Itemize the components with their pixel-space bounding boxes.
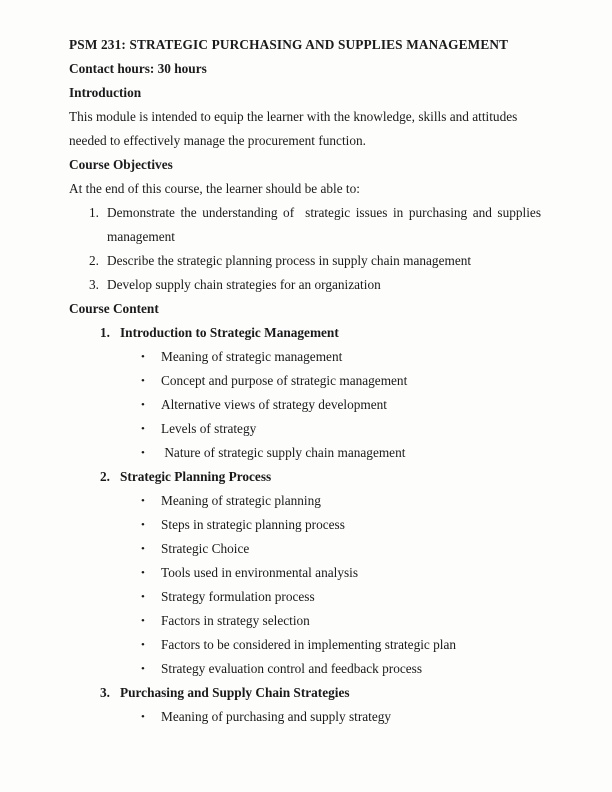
list-item-label: Demonstrate the understanding of strategic issues in purchasing and supplies management (107, 205, 545, 244)
introduction-paragraph-line-2: needed to effectively manage the procurement function. (69, 133, 366, 148)
list-item-label: Factors in strategy selection (161, 613, 310, 628)
bullet-icon: • (141, 543, 145, 555)
course-section-title (100, 321, 541, 345)
bullet-icon: • (141, 591, 145, 603)
list-item (100, 585, 541, 609)
contact-hours-heading: Contact hours: 30 hours (69, 61, 207, 76)
list-item (100, 513, 541, 537)
list-item-label: Meaning of purchasing and supply strategy (161, 709, 392, 724)
list-item (100, 417, 541, 441)
list-item-label: Strategy evaluation control and feedback process (161, 661, 423, 676)
list-item (100, 633, 541, 657)
list-item (100, 345, 541, 369)
list-item-label: Steps in strategic planning process (161, 517, 345, 532)
course-section-bullets (100, 345, 541, 465)
list-item-label: Strategic Choice (161, 541, 250, 556)
list-item-number: 2. (89, 253, 99, 268)
bullet-icon: • (141, 351, 145, 363)
bullet-icon: • (141, 711, 145, 723)
course-section-number: 3. (100, 685, 110, 700)
list-item-label: Levels of strategy (161, 421, 257, 436)
document-body (69, 33, 545, 729)
list-item (100, 441, 541, 465)
list-item-label: Concept and purpose of strategic management (161, 373, 408, 388)
list-item (100, 609, 541, 633)
course-section-label: Purchasing and Supply Chain Strategies (120, 685, 350, 700)
bullet-icon: • (141, 615, 145, 627)
course-objectives-heading: Course Objectives (69, 157, 173, 172)
course-content-sections (69, 321, 541, 729)
list-item (100, 705, 541, 729)
bullet-icon: • (141, 423, 145, 435)
bullet-icon: • (141, 375, 145, 387)
introduction-heading: Introduction (69, 85, 142, 100)
list-item-label: Meaning of strategic planning (161, 493, 321, 508)
course-section (69, 681, 541, 729)
list-item (100, 369, 541, 393)
course-section-bullets (100, 489, 541, 681)
list-item (100, 393, 541, 417)
list-item-label: Develop supply chain strategies for an organization (107, 277, 381, 292)
bullet-icon: • (141, 639, 145, 651)
list-item (100, 561, 541, 585)
bullet-icon: • (141, 399, 145, 411)
list-item-label: Describe the strategic planning process in supply chain management (107, 253, 472, 268)
list-item-label: Alternative views of strategy development (161, 397, 387, 412)
list-item (100, 489, 541, 513)
list-item-label: Factors to be considered in implementing strategic plan (161, 637, 457, 652)
page-title: PSM 231: STRATEGIC PURCHASING AND SUPPLIES MANAGEMENT (69, 37, 509, 52)
list-item-label: Meaning of strategic management (161, 349, 343, 364)
course-content-heading: Course Content (69, 301, 159, 316)
course-section-label: Strategic Planning Process (120, 469, 272, 484)
list-item-label: Nature of strategic supply chain management (161, 445, 406, 460)
course-section-number: 1. (100, 325, 110, 340)
course-section-title (100, 681, 541, 705)
introduction-paragraph-line-1: This module is intended to equip the learner with the knowledge, skills and attitudes (69, 109, 518, 124)
list-item-label: Tools used in environmental analysis (161, 565, 359, 580)
bullet-icon: • (141, 447, 145, 459)
list-item-number: 1. (89, 205, 99, 220)
course-section-number: 2. (100, 469, 110, 484)
course-section (69, 321, 541, 465)
list-item (100, 657, 541, 681)
list-item (69, 273, 541, 297)
course-objectives-list (69, 201, 545, 297)
bullet-icon: • (141, 663, 145, 675)
bullet-icon: • (141, 519, 145, 531)
list-item (69, 201, 545, 249)
course-section-bullets (100, 705, 541, 729)
course-section-title (100, 465, 541, 489)
list-item-label: Strategy formulation process (161, 589, 315, 604)
list-item-number: 3. (89, 277, 99, 292)
course-section-label: Introduction to Strategic Management (120, 325, 339, 340)
course-section (69, 465, 541, 681)
bullet-icon: • (141, 567, 145, 579)
course-objectives-lead-in: At the end of this course, the learner should be able to: (69, 181, 360, 196)
list-item (100, 537, 541, 561)
list-item (69, 249, 541, 273)
bullet-icon: • (141, 495, 145, 507)
